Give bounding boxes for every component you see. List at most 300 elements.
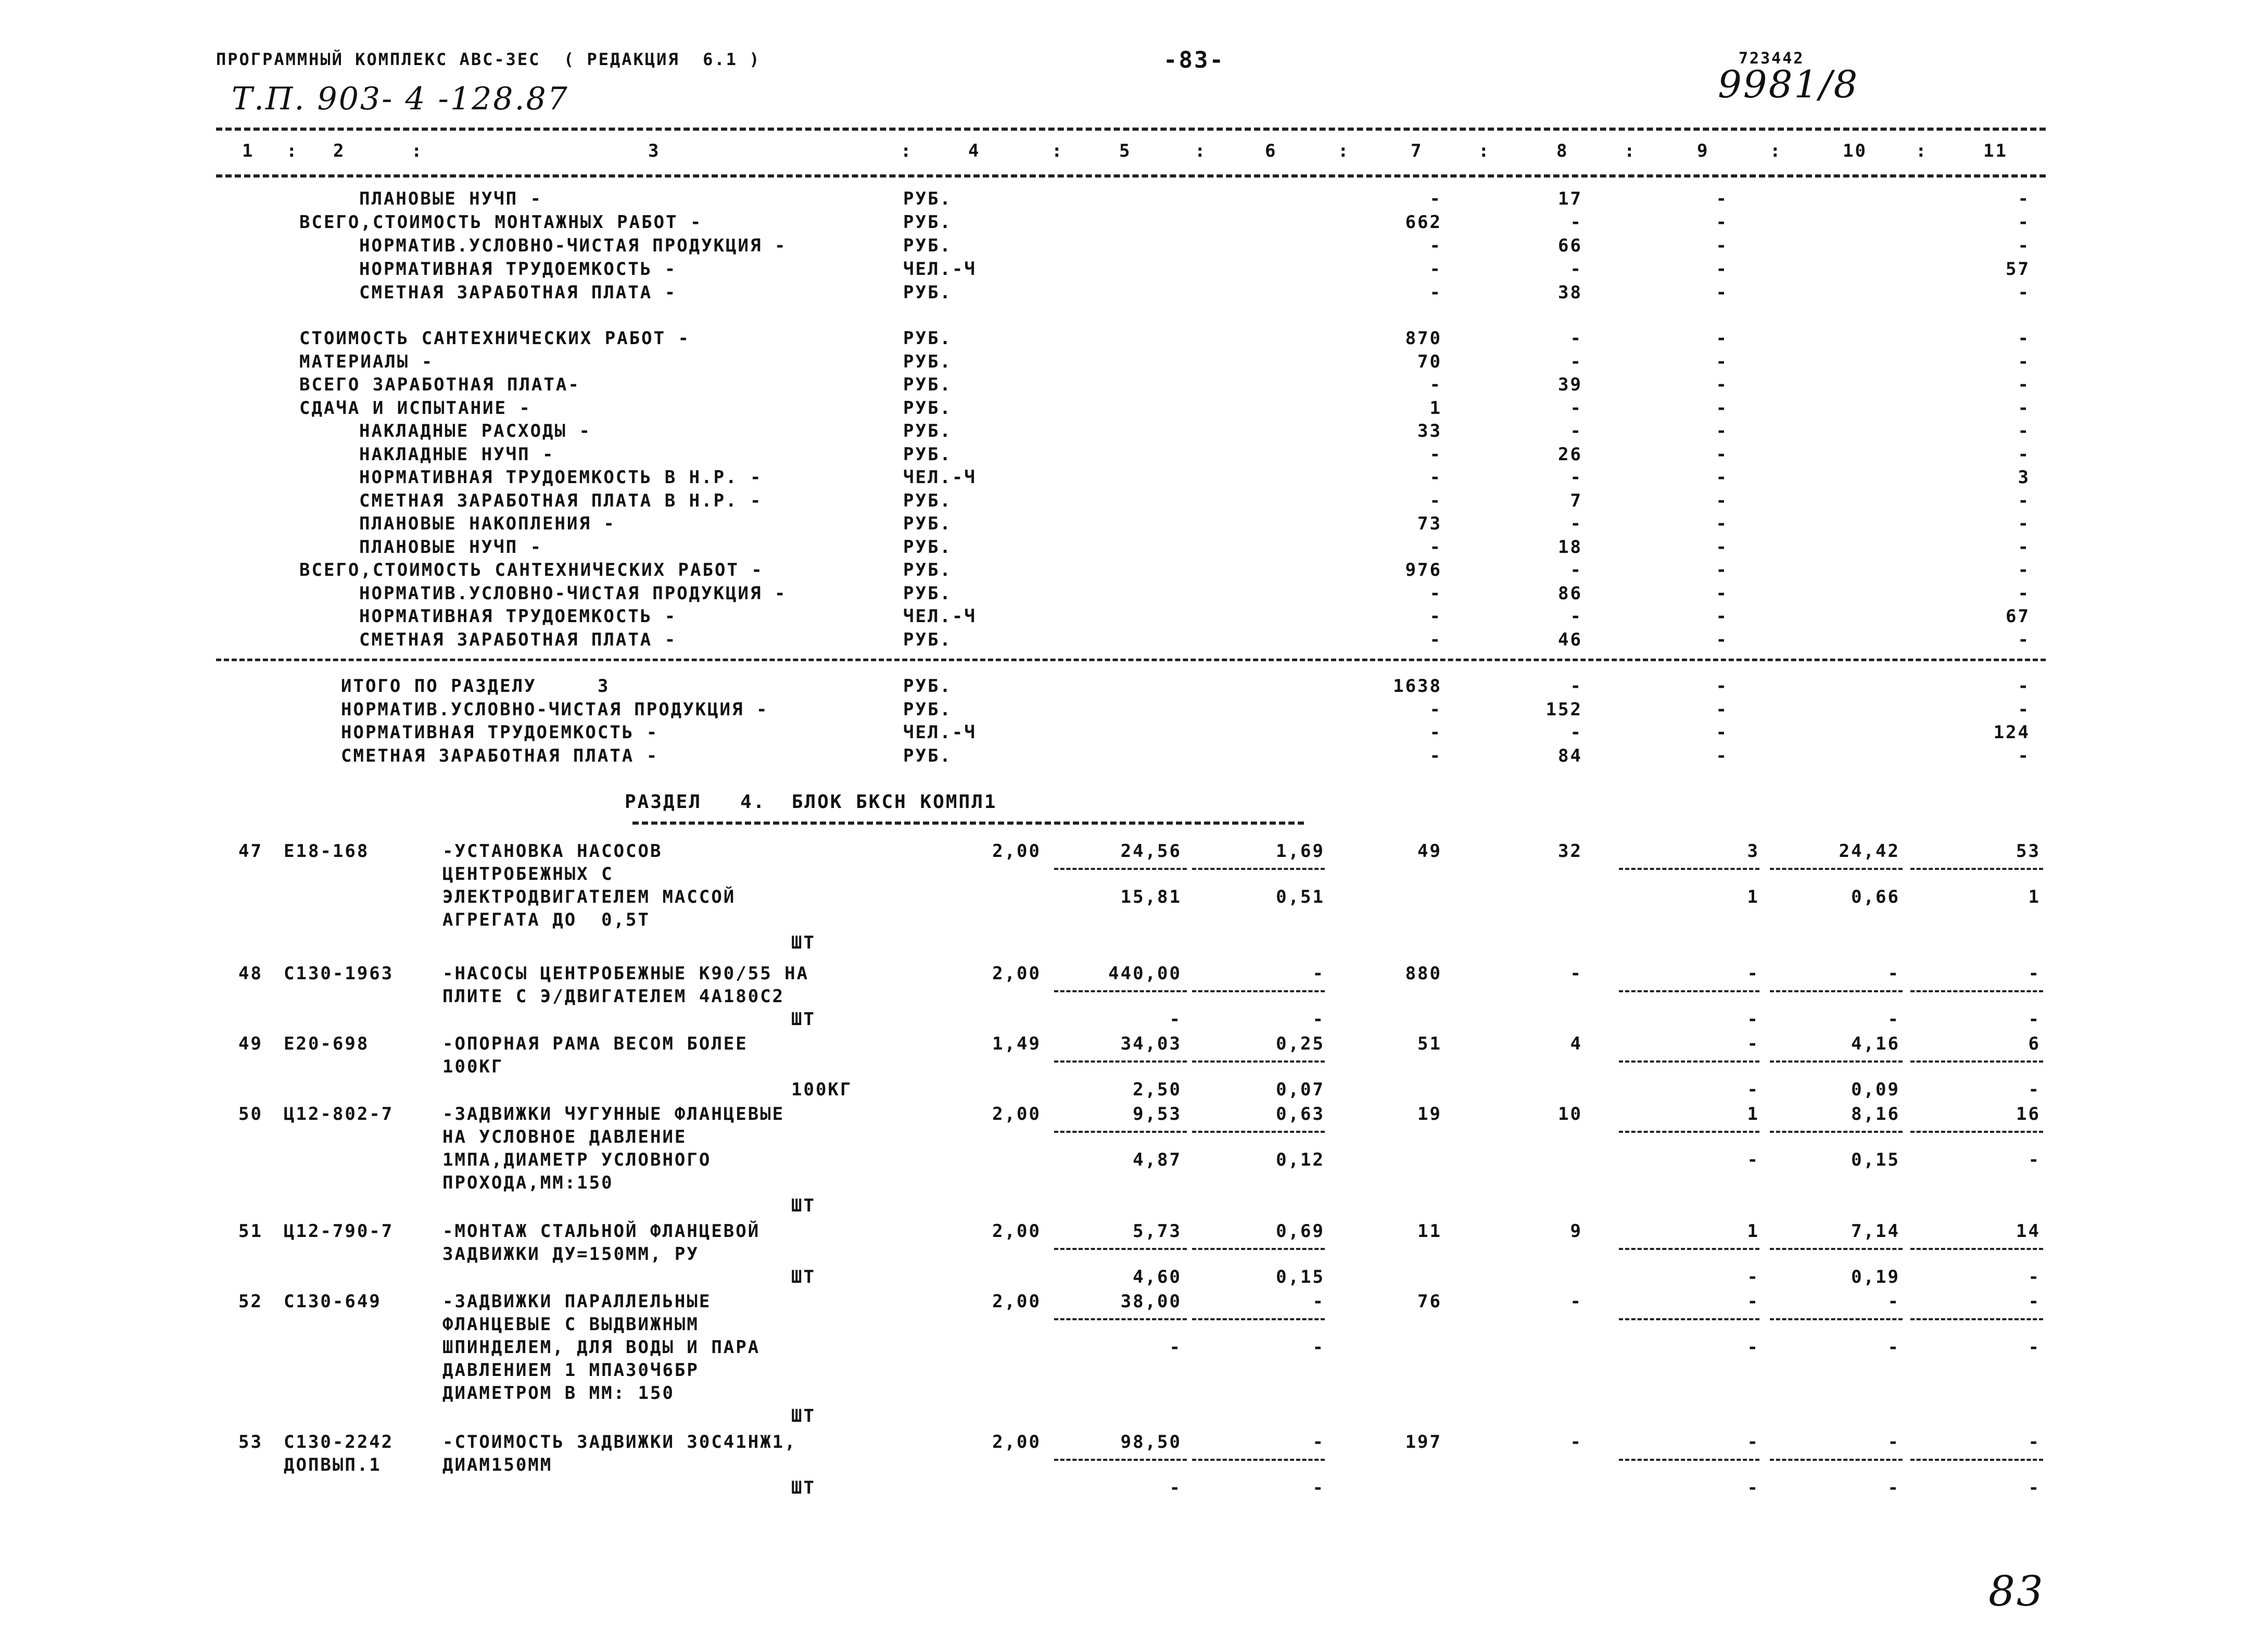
summary-row	[0, 676, 2268, 699]
unit-cell: ЧЕЛ.-Ч	[903, 606, 977, 627]
value-separator	[1192, 868, 1325, 870]
col9-value: -	[1716, 629, 1728, 650]
item-description: -ЗАДВИЖКИ ПАРАЛЛЕЛЬНЫЕ	[442, 1291, 712, 1312]
col8-value: 7	[1570, 490, 1582, 511]
unit-cell: РУБ.	[903, 745, 952, 766]
value-separator	[1192, 990, 1325, 992]
item-unit: ШТ	[791, 1195, 816, 1216]
value-separator	[1619, 868, 1759, 870]
labor-total-value: 14	[2016, 1221, 2041, 1242]
wage-total-value: 32	[1558, 841, 1582, 862]
summary-label: ПЛАНОВЫЕ НУЧП -	[359, 188, 543, 209]
col11-value: -	[2018, 444, 2030, 465]
col8-value: 39	[1558, 374, 1582, 395]
col7-value: -	[1429, 188, 1442, 209]
machine-labor-total-value: -	[2028, 1150, 2041, 1170]
value-separator	[1054, 990, 1187, 992]
summary-label: НОРМАТИВНАЯ ТРУДОЕМКОСТЬ В Н.Р. -	[359, 467, 763, 488]
col9-value: -	[1716, 188, 1728, 209]
summary-label: ИТОГО ПО РАЗДЕЛУ 3	[341, 676, 610, 697]
item-number: 50	[238, 1104, 263, 1125]
summary-row	[0, 467, 2268, 490]
col11-value: -	[2018, 560, 2030, 580]
summary-label: СМЕТНАЯ ЗАРАБОТНАЯ ПЛАТА -	[359, 629, 677, 650]
quantity-value: 2,00	[992, 841, 1041, 862]
column-header-cell: :	[1624, 141, 1637, 161]
col11-value: -	[2018, 212, 2030, 233]
unit-cell: ЧЕЛ.-Ч	[903, 467, 977, 488]
value-separator	[1619, 1318, 1759, 1320]
value-separator	[1910, 990, 2043, 992]
item-code: С130-1963	[284, 963, 394, 984]
unit-cell: РУБ.	[903, 676, 952, 697]
unit-cell: РУБ.	[903, 421, 952, 441]
summary-row	[0, 374, 2268, 397]
summary-label: СДАЧА И ИСПЫТАНИЕ -	[299, 397, 531, 419]
machine-labor-total-value: 1	[2028, 887, 2041, 907]
column-header-cell: :	[1051, 141, 1064, 161]
column-header-cell: 6	[1265, 141, 1277, 161]
column-header-cell: :	[1916, 141, 1928, 161]
value-separator	[1619, 1131, 1759, 1133]
header-rule-bottom	[216, 174, 2046, 178]
col9-value: -	[1716, 560, 1728, 580]
column-header-cell: :	[286, 141, 299, 161]
summary-row	[0, 398, 2268, 421]
col8-value: -	[1570, 676, 1582, 697]
value-separator	[1619, 1459, 1759, 1461]
col7-value: -	[1429, 606, 1442, 627]
col11-value: -	[2018, 513, 2030, 534]
column-header-cell: :	[411, 141, 424, 161]
col9-value: -	[1716, 513, 1728, 534]
unit-wage-value: 0,69	[1276, 1221, 1325, 1242]
summary-label: ПЛАНОВЫЕ НАКОПЛЕНИЯ -	[359, 513, 616, 534]
value-separator	[1619, 1060, 1759, 1063]
col9-value: -	[1716, 490, 1728, 511]
item-unit: ШТ	[791, 1009, 816, 1030]
item-number: 48	[238, 963, 263, 984]
item-code: С130-649	[284, 1291, 382, 1312]
summary-row	[0, 722, 2268, 745]
value-separator	[1770, 990, 1903, 992]
summary-row	[0, 235, 2268, 258]
labor-total-value: -	[2028, 1291, 2041, 1312]
column-header-cell: 1	[242, 141, 255, 161]
machine-price-value: 2,50	[1133, 1079, 1182, 1100]
labor-total-value: 6	[2028, 1033, 2041, 1054]
item-description: ПРОХОДА,ММ:150	[442, 1172, 614, 1193]
page-number: -83-	[1163, 47, 1225, 73]
wage-total-value: 10	[1558, 1104, 1582, 1125]
item-unit: ШТ	[791, 1406, 816, 1426]
wage-total-value: -	[1570, 1432, 1582, 1452]
unit-cell: РУБ.	[903, 235, 952, 256]
summary-label: ВСЕГО ЗАРАБОТНАЯ ПЛАТА-	[299, 374, 580, 395]
summary-label: НОРМАТИВНАЯ ТРУДОЕМКОСТЬ -	[341, 722, 659, 743]
summary-row	[0, 699, 2268, 722]
value-separator	[1910, 1060, 2043, 1063]
summary-row	[0, 583, 2268, 606]
col7-value: 1	[1429, 397, 1442, 419]
col9-value: -	[1716, 699, 1728, 720]
item-description: ФЛАНЦЕВЫЕ С ВЫДВИЖНЫМ	[442, 1314, 699, 1335]
machine-labor-value: 0,66	[1851, 887, 1900, 907]
col11-value: -	[2018, 536, 2030, 558]
col7-value: -	[1429, 629, 1442, 650]
col8-value: -	[1570, 351, 1582, 372]
item-description: НА УСЛОВНОЕ ДАВЛЕНИЕ	[442, 1127, 687, 1147]
unit-cell: РУБ.	[903, 444, 952, 465]
column-header-cell: :	[1478, 141, 1491, 161]
machine-price-value: 4,87	[1133, 1150, 1182, 1170]
total-cost-value: 19	[1417, 1104, 1442, 1125]
unit-cell: РУБ.	[903, 282, 952, 303]
col8-value: -	[1570, 212, 1582, 233]
column-header-row	[0, 141, 2268, 163]
labor-total-value: -	[2028, 1432, 2041, 1452]
col8-value: 26	[1558, 444, 1582, 465]
col8-value: 84	[1558, 745, 1582, 766]
machine-labor-value: -	[1887, 1337, 1900, 1358]
handwritten-reference: 9981/8	[1718, 62, 1859, 106]
machine-wage-value: 0,15	[1276, 1267, 1325, 1287]
summary-row	[0, 188, 2268, 211]
col9-value: -	[1716, 606, 1728, 627]
item-unit: ШТ	[791, 1477, 816, 1498]
summary-row	[0, 513, 2268, 536]
project-number: Т.П. 903- 4 -128.87	[232, 81, 569, 117]
col11-value: -	[2018, 583, 2030, 604]
section-title-underline	[632, 822, 1304, 825]
total-cost-value: 11	[1417, 1221, 1442, 1242]
col11-value: -	[2018, 374, 2030, 395]
col9-value: -	[1747, 1432, 1759, 1452]
quantity-value: 2,00	[992, 1221, 1041, 1242]
col11-value: 124	[1993, 722, 2030, 743]
col9-value: -	[1716, 397, 1728, 419]
col9-value: -	[1716, 745, 1728, 766]
item-description: ШПИНДЕЛЕМ, ДЛЯ ВОДЫ И ПАРА	[442, 1337, 761, 1358]
summary-row	[0, 746, 2268, 768]
col9-value: -	[1716, 328, 1728, 349]
col7-value: -	[1429, 374, 1442, 395]
col8-value: 17	[1558, 188, 1582, 209]
col9-value: -	[1716, 212, 1728, 233]
item-description: ДИАМЕТРОМ В ММ: 150	[442, 1383, 675, 1404]
col7-value: -	[1429, 444, 1442, 465]
column-header-cell: 10	[1843, 141, 1867, 161]
machine-wage-value: 0,51	[1276, 887, 1325, 907]
summary-row	[0, 328, 2268, 351]
labor-total-value: 16	[2016, 1104, 2041, 1125]
summary-row	[0, 490, 2268, 513]
column-header-cell: :	[1195, 141, 1207, 161]
quantity-value: 1,49	[992, 1033, 1041, 1054]
document-number: 723442	[1739, 49, 1805, 68]
item-description: ЦЕНТРОБЕЖНЫХ С	[442, 864, 614, 885]
value-separator	[1770, 1318, 1903, 1320]
col8-value: -	[1570, 606, 1582, 627]
unit-cell: РУБ.	[903, 490, 952, 511]
col9-value: -	[1747, 1033, 1759, 1054]
item-description: -ЗАДВИЖКИ ЧУГУННЫЕ ФЛАНЦЕВЫЕ	[442, 1104, 785, 1125]
value-separator	[1054, 1131, 1187, 1133]
item-number: 52	[238, 1291, 263, 1312]
summary-row	[0, 444, 2268, 467]
unit-price-value: 38,00	[1120, 1291, 1182, 1312]
labor-value: 24,42	[1839, 841, 1900, 862]
col9-machine-value: -	[1747, 1079, 1759, 1100]
unit-wage-value: 1,69	[1276, 841, 1325, 862]
col11-value: -	[2018, 421, 2030, 441]
summary-row	[0, 282, 2268, 305]
machine-labor-total-value: -	[2028, 1079, 2041, 1100]
summary-row	[0, 212, 2268, 235]
labor-value: 7,14	[1851, 1221, 1900, 1242]
machine-labor-total-value: -	[2028, 1267, 2041, 1287]
summary-label: НОРМАТИВНАЯ ТРУДОЕМКОСТЬ -	[359, 259, 677, 280]
item-code: С130-2242	[284, 1432, 394, 1452]
value-separator	[1770, 1131, 1903, 1133]
item-number: 47	[238, 841, 263, 862]
unit-price-value: 9,53	[1133, 1104, 1182, 1125]
value-separator	[1192, 1318, 1325, 1320]
summary-label: НОРМАТИВ.УСЛОВНО-ЧИСТАЯ ПРОДУКЦИЯ -	[359, 583, 787, 604]
col8-value: -	[1570, 397, 1582, 419]
labor-total-value: 53	[2016, 841, 2041, 862]
col11-value: -	[2018, 676, 2030, 697]
value-separator	[1770, 1248, 1903, 1250]
column-header-cell: 9	[1697, 141, 1709, 161]
value-separator	[1910, 1318, 2043, 1320]
unit-cell: РУБ.	[903, 351, 952, 372]
unit-wage-value: -	[1312, 1432, 1325, 1452]
col7-value: 1638	[1393, 676, 1442, 697]
summary-row	[0, 421, 2268, 444]
item-unit: ШТ	[791, 932, 816, 953]
value-separator	[1054, 1459, 1187, 1461]
value-separator	[1192, 1459, 1325, 1461]
machine-wage-value: -	[1312, 1337, 1325, 1358]
unit-cell: ЧЕЛ.-Ч	[903, 722, 977, 743]
machine-labor-total-value: -	[2028, 1477, 2041, 1498]
machine-labor-value: 0,15	[1851, 1150, 1900, 1170]
quantity-value: 2,00	[992, 1104, 1041, 1125]
col8-value: -	[1570, 421, 1582, 441]
col7-value: 33	[1417, 421, 1442, 441]
value-separator	[1192, 1248, 1325, 1250]
summary-label: НАКЛАДНЫЕ РАСХОДЫ -	[359, 421, 591, 441]
value-separator	[1770, 1060, 1903, 1063]
col8-value: -	[1570, 467, 1582, 488]
col7-value: 870	[1405, 328, 1442, 349]
value-separator	[1054, 1248, 1187, 1250]
item-code: Ц12-790-7	[284, 1221, 394, 1242]
quantity-value: 2,00	[992, 1432, 1041, 1452]
summary-label: СТОИМОСТЬ САНТЕХНИЧЕСКИХ РАБОТ -	[299, 328, 691, 349]
col7-value: -	[1429, 235, 1442, 256]
value-separator	[1619, 1248, 1759, 1250]
item-code-supplement: ДОПВЫП.1	[284, 1455, 382, 1475]
value-separator	[1910, 1459, 2043, 1461]
value-separator	[1770, 868, 1903, 870]
machine-wage-value: 0,12	[1276, 1150, 1325, 1170]
labor-total-value: -	[2028, 963, 2041, 984]
unit-wage-value: -	[1312, 963, 1325, 984]
col11-value: -	[2018, 328, 2030, 349]
unit-cell: ЧЕЛ.-Ч	[903, 259, 977, 280]
col8-value: -	[1570, 328, 1582, 349]
col9-value: 1	[1747, 1104, 1759, 1125]
labor-value: -	[1887, 963, 1900, 984]
col9-value: -	[1716, 421, 1728, 441]
col9-value: -	[1747, 1291, 1759, 1312]
column-header-cell: :	[1338, 141, 1350, 161]
summary-label: СМЕТНАЯ ЗАРАБОТНАЯ ПЛАТА -	[359, 282, 677, 303]
total-cost-value: 76	[1417, 1291, 1442, 1312]
unit-cell: РУБ.	[903, 583, 952, 604]
unit-cell: РУБ.	[903, 188, 952, 209]
unit-cell: РУБ.	[903, 536, 952, 558]
item-description: -СТОИМОСТЬ ЗАДВИЖКИ 30С41НЖ1,	[442, 1432, 797, 1452]
handwritten-page-mark: 83	[1988, 1567, 2045, 1615]
summary-label: МАТЕРИАЛЫ -	[299, 351, 434, 372]
labor-value: 4,16	[1851, 1033, 1900, 1054]
labor-value: 8,16	[1851, 1104, 1900, 1125]
unit-cell: РУБ.	[903, 374, 952, 395]
summary-row	[0, 259, 2268, 282]
col7-value: -	[1429, 467, 1442, 488]
col8-value: -	[1570, 722, 1582, 743]
item-description: ЭЛЕКТРОДВИГАТЕЛЕМ МАССОЙ	[442, 887, 736, 907]
unit-cell: РУБ.	[903, 699, 952, 720]
machine-price-value: -	[1169, 1337, 1182, 1358]
col7-value: -	[1429, 536, 1442, 558]
col11-value: -	[2018, 745, 2030, 766]
col9-value: -	[1716, 676, 1728, 697]
col11-value: 67	[2006, 606, 2030, 627]
column-header-cell: 2	[333, 141, 346, 161]
item-unit: ШТ	[791, 1267, 816, 1287]
quantity-value: 2,00	[992, 1291, 1041, 1312]
item-description: ПЛИТЕ С Э/ДВИГАТЕЛЕМ 4А180С2	[442, 986, 785, 1007]
total-cost-value: 880	[1405, 963, 1442, 984]
col8-value: 66	[1558, 235, 1582, 256]
col7-value: -	[1429, 745, 1442, 766]
summary-label: ВСЕГО,СТОИМОСТЬ МОНТАЖНЫХ РАБОТ -	[299, 212, 703, 233]
machine-price-value: 4,60	[1133, 1267, 1182, 1287]
value-separator	[1054, 1060, 1187, 1063]
summary-row	[0, 629, 2268, 652]
labor-value: -	[1887, 1291, 1900, 1312]
value-separator	[1770, 1459, 1903, 1461]
unit-cell: РУБ.	[903, 629, 952, 650]
summary-label: СМЕТНАЯ ЗАРАБОТНАЯ ПЛАТА -	[341, 745, 659, 766]
value-separator	[1910, 1248, 2043, 1250]
col9-value: -	[1716, 536, 1728, 558]
column-header-cell: 3	[648, 141, 661, 161]
machine-labor-total-value: -	[2028, 1337, 2041, 1358]
total-cost-value: 197	[1405, 1432, 1442, 1452]
item-description: -ОПОРНАЯ РАМА ВЕСОМ БОЛЕЕ	[442, 1033, 748, 1054]
col11-value: -	[2018, 235, 2030, 256]
machine-labor-value: 0,19	[1851, 1267, 1900, 1287]
col8-value: 86	[1558, 583, 1582, 604]
header-rule-top	[216, 128, 2046, 131]
col9-value: -	[1716, 444, 1728, 465]
quantity-value: 2,00	[992, 963, 1041, 984]
summary-label: ВСЕГО,СТОИМОСТЬ САНТЕХНИЧЕСКИХ РАБОТ -	[299, 560, 764, 580]
col8-value: 46	[1558, 629, 1582, 650]
col9-value: -	[1716, 583, 1728, 604]
item-number: 49	[238, 1033, 263, 1054]
machine-wage-value: 0,07	[1276, 1079, 1325, 1100]
col7-value: 70	[1417, 351, 1442, 372]
col9-value: -	[1716, 259, 1728, 280]
machine-price-value: -	[1169, 1009, 1182, 1030]
section-title: РАЗДЕЛ 4. БЛОК БКСН КОМПЛ1	[625, 791, 997, 813]
machine-labor-total-value: -	[2028, 1009, 2041, 1030]
unit-price-value: 98,50	[1120, 1432, 1182, 1452]
item-description: 1МПА,ДИАМЕТР УСЛОВНОГО	[442, 1150, 712, 1170]
item-description: ЗАДВИЖКИ ДУ=150ММ, РУ	[442, 1244, 699, 1265]
column-header-cell: :	[901, 141, 913, 161]
machine-labor-value: -	[1887, 1009, 1900, 1030]
summary-row	[0, 351, 2268, 374]
item-description: АГРЕГАТА ДО 0,5Т	[442, 910, 650, 930]
column-header-cell: 4	[968, 141, 981, 161]
col9-machine-value: -	[1747, 1009, 1759, 1030]
machine-wage-value: -	[1312, 1477, 1325, 1498]
value-separator	[1054, 1318, 1187, 1320]
unit-wage-value: -	[1312, 1291, 1325, 1312]
column-header-cell: :	[1770, 141, 1782, 161]
col9-machine-value: -	[1747, 1150, 1759, 1170]
col7-value: -	[1429, 259, 1442, 280]
summary-label: НОРМАТИВ.УСЛОВНО-ЧИСТАЯ ПРОДУКЦИЯ -	[359, 235, 787, 256]
col9-value: -	[1716, 467, 1728, 488]
col7-value: -	[1429, 282, 1442, 303]
unit-price-value: 440,00	[1108, 963, 1182, 984]
col7-value: 976	[1405, 560, 1442, 580]
unit-wage-value: 0,25	[1276, 1033, 1325, 1054]
total-cost-value: 51	[1417, 1033, 1442, 1054]
value-separator	[1619, 990, 1759, 992]
item-code: Е20-698	[284, 1033, 370, 1054]
value-separator	[1910, 868, 2043, 870]
column-header-cell: 8	[1556, 141, 1569, 161]
col8-value: 152	[1545, 699, 1582, 720]
wage-total-value: -	[1570, 1291, 1582, 1312]
wage-total-value: -	[1570, 963, 1582, 984]
column-header-cell: 11	[1983, 141, 2008, 161]
col11-value: -	[2018, 282, 2030, 303]
col8-value: -	[1570, 560, 1582, 580]
unit-cell: РУБ.	[903, 560, 952, 580]
summary-label: НОРМАТИВНАЯ ТРУДОЕМКОСТЬ -	[359, 606, 677, 627]
col7-value: -	[1429, 490, 1442, 511]
item-code: Е18-168	[284, 841, 370, 862]
col9-value: -	[1747, 963, 1759, 984]
col11-value: -	[2018, 397, 2030, 419]
wage-total-value: 4	[1570, 1033, 1582, 1054]
col9-value: 1	[1747, 1221, 1759, 1242]
col11-value: -	[2018, 351, 2030, 372]
item-description: ДИАМ150ММ	[442, 1455, 553, 1475]
col9-machine-value: -	[1747, 1267, 1759, 1287]
col11-value: -	[2018, 188, 2030, 209]
